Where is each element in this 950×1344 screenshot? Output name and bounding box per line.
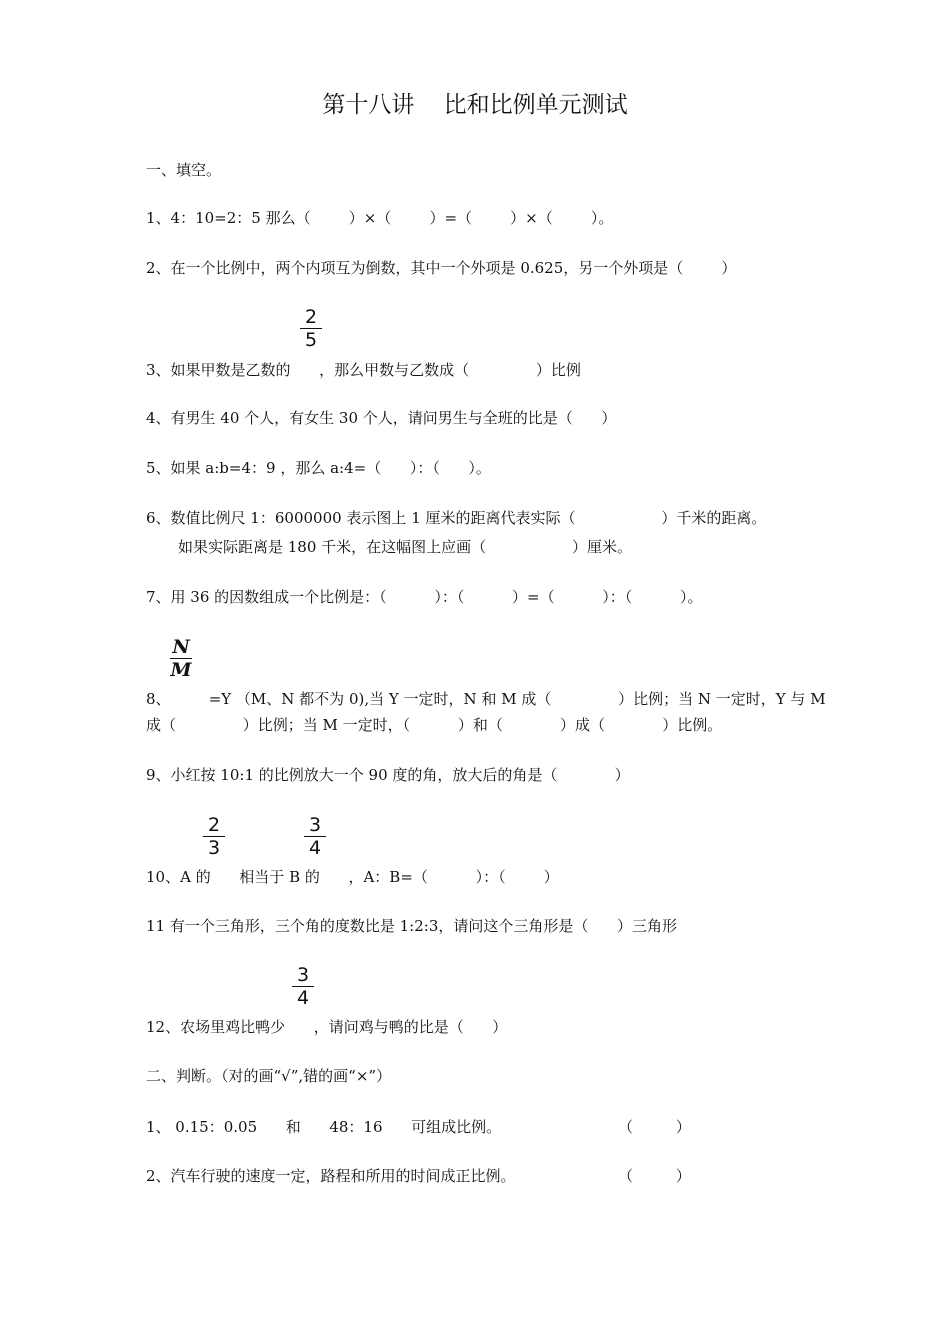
fraction-3-4 xyxy=(292,964,314,1009)
fraction-denominator: 3 xyxy=(203,836,225,859)
fraction-n-over-m xyxy=(170,636,192,681)
fraction-3-4 xyxy=(304,814,326,859)
question-6-line-1: 6、数值比例尺 1：6000000 表示图上 1 厘米的距离代表实际（ ）千米的距离。 xyxy=(146,509,767,527)
question-9: 9、小红按 10:1 的比例放大一个 90 度的角，放大后的角是（ ） xyxy=(146,766,630,784)
fraction-denominator: 4 xyxy=(292,986,314,1009)
judgement-2-answer-blank: （ ） xyxy=(618,1167,691,1185)
question-10: 10、A 的 相当于 B 的 ，A：B=（ ）：（ ） xyxy=(146,868,559,886)
fraction-numerator: 3 xyxy=(296,964,310,986)
section-1-heading: 一、填空。 xyxy=(146,161,222,179)
section-2-heading: 二、判断。（对的画“√”,错的画“×”） xyxy=(146,1067,392,1085)
fraction-numerator: 2 xyxy=(304,306,318,328)
judgement-1: 1、 0.15：0.05 和 48：16 可组成比例。 xyxy=(146,1118,502,1136)
fraction-numerator: 3 xyxy=(308,814,322,836)
fraction-2-5 xyxy=(300,306,322,351)
question-3: 3、如果甲数是乙数的 ，那么甲数与乙数成（ ）比例 xyxy=(146,361,581,379)
fraction-denominator: 5 xyxy=(300,328,322,351)
question-8-line-1: 8、 =Y （M、N 都不为 0),当 Y 一定时，N 和 M 成（ ）比例；当 N 一定时，Y 与 M xyxy=(146,690,826,708)
question-8-line-2: 成（ ）比例；当 M 一定时，（ ）和（ ）成（ ）比例。 xyxy=(146,716,723,734)
question-4: 4、有男生 40 个人，有女生 30 个人，请问男生与全班的比是（ ） xyxy=(146,409,617,427)
fraction-denominator: 4 xyxy=(304,836,326,859)
fraction-numerator: 2 xyxy=(207,814,221,836)
question-11: 11 有一个三角形，三个角的度数比是 1:2:3，请问这个三角形是（ ）三角形 xyxy=(146,917,677,935)
fraction-denominator: M xyxy=(170,659,192,681)
question-12: 12、农场里鸡比鸭少 ，请问鸡与鸭的比是（ ） xyxy=(146,1018,508,1036)
fraction-numerator: N xyxy=(172,636,190,658)
fraction-2-3 xyxy=(203,814,225,859)
question-5: 5、如果 a:b=4：9 ，那么 a:4=（ ）：（ ）。 xyxy=(146,459,491,477)
page-title: 第十八讲 比和比例单元测试 xyxy=(322,92,628,118)
question-1: 1、4：10=2：5 那么（ ）×（ ）=（ ）×（ ）。 xyxy=(146,209,614,227)
question-2: 2、在一个比例中，两个内项互为倒数，其中一个外项是 0.625，另一个外项是（ ） xyxy=(146,259,737,277)
question-7: 7、用 36 的因数组成一个比例是：（ ）：（ ）=（ ）：（ ）。 xyxy=(146,588,703,606)
judgement-2: 2、汽车行驶的速度一定，路程和所用的时间成正比例。 xyxy=(146,1167,516,1185)
judgement-1-answer-blank: （ ） xyxy=(618,1118,691,1136)
question-6-line-2: 如果实际距离是 180 千米，在这幅图上应画（ ）厘米。 xyxy=(178,538,632,556)
